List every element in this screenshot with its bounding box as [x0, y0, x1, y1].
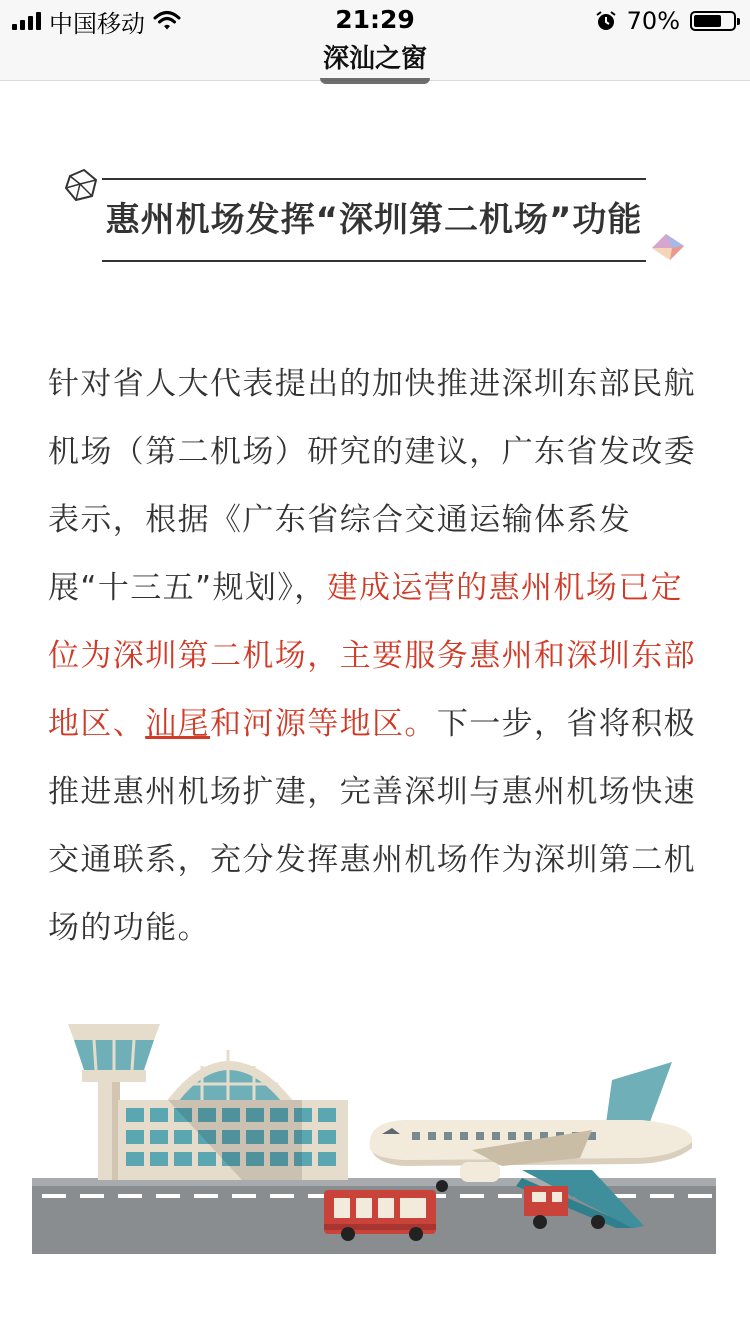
carrier-label: 中国移动 [49, 9, 145, 38]
polyhedron-icon [62, 166, 102, 206]
body-text-2: 下一步，省将积极推进惠州机场扩建，完善深圳与惠州机场快速交通联系，充分发挥惠州机场作为深圳第二机场的功能。 [48, 706, 697, 946]
body-highlight-2: 和河源等地区。 [210, 706, 437, 742]
article-heading-frame [102, 178, 646, 262]
article-heading: 惠州机场发挥“深圳第二机场”功能 [105, 200, 643, 240]
status-time: 21:29 [335, 5, 415, 34]
battery-icon [690, 11, 736, 31]
status-bar [0, 0, 750, 81]
battery-percent: 70% [626, 7, 680, 35]
nav-divider [320, 78, 430, 84]
airport-illustration [32, 1010, 716, 1254]
body-highlight-1: 建成运营的惠州机场已定位为深圳第二机场，主要服务惠州和深圳东部地区、 [48, 570, 696, 742]
alarm-icon [595, 10, 617, 32]
nav-title: 深汕之窗 [322, 44, 427, 74]
body-text-1: 针对省人大代表提出的加快推进深圳东部民航机场（第二机场）研究的建议，广东省发改委表示，根据《广东省综合交通运输体系发展“十三五”规划》， [48, 366, 696, 606]
status-right [595, 6, 736, 36]
shanwei-link[interactable]: 汕尾 [145, 706, 211, 742]
gem-icon [648, 230, 688, 264]
article-body [48, 350, 704, 962]
